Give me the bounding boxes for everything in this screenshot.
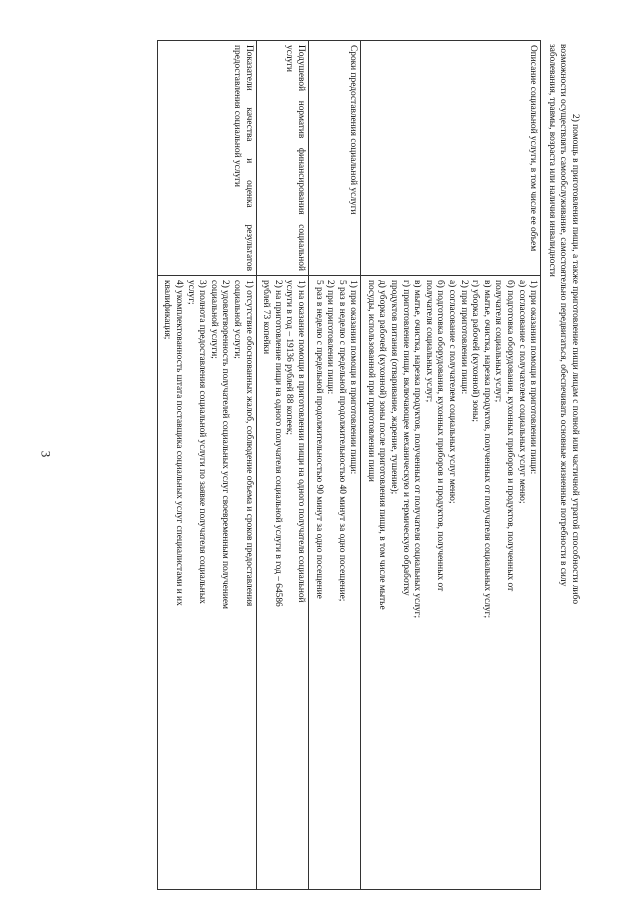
content-line: 2) удовлетворенность получателей социальных услуг своевременным получением: [220, 280, 231, 609]
table-row: [361, 41, 541, 890]
content-line: г) приготовление пищи, включающее механическую и термическую обработку: [400, 280, 411, 596]
content-line: 4) укомплектованность штата поставщика социальных услуг специалистами и их: [174, 280, 184, 606]
content-line: б) подготовка оборудования, кухонных приборов и продуктов, полученных от: [435, 280, 446, 592]
content-line: а) согласование с получателем социальных услуг меню;: [516, 280, 527, 504]
content-line: 2) при приготовлении пищи:: [325, 280, 336, 395]
intro-line: 2) помощь в приготовлении пищи, а также приготовление пищи лицам с полной или частичной утратой способности либо: [570, 114, 580, 605]
row-label: Показатели качества и оценка результатов предоставления социальной услуги: [157, 41, 256, 276]
content-line: услуг;: [185, 280, 196, 305]
row-content: [256, 276, 308, 890]
content-line: г) уборка рабочей (кухонной) зоны;: [470, 280, 481, 422]
content-line: в) мытье, очистка, нарезка продуктов, полученных от получателя социальных услуг;: [412, 280, 423, 619]
table-row: [157, 41, 256, 890]
table-row: [308, 41, 360, 890]
content-line: квалификация;: [162, 280, 173, 340]
service-table: [157, 40, 541, 890]
content-line: 2) при приготовлении пищи:: [458, 280, 469, 395]
content-line: б) подготовка оборудования, кухонных приборов и продуктов, полученных от: [505, 280, 516, 592]
content-line: 1) при оказании помощи в приготовлении пищи:: [348, 280, 359, 475]
content-line: продуктов питания (отваривание, жарение, тушение);: [389, 280, 400, 495]
intro-line: заболевания, травмы, возраста или наличия инвалидности: [546, 44, 557, 277]
row-label: Описание социальной услуги, в том числе ее объем: [361, 41, 541, 276]
content-line: социальной услуги;: [231, 280, 242, 359]
content-line: посуды, использованной при приготовлении пищи: [365, 280, 376, 482]
intro-paragraph: [545, 40, 580, 890]
content-line: 1) при оказании помощи в приготовлении пищи:: [528, 280, 539, 475]
content-line: получателя социальных услуг;: [423, 280, 434, 403]
content-line: 1) отсутствие обоснованных жалоб, соблюдение объема и сроков предоставления: [243, 280, 254, 607]
content-line: 1) на оказание помощи в приготовлении пищи на одного получателя социальной: [295, 280, 306, 603]
content-line: социальной услуги;: [208, 280, 219, 359]
content-line: 5 раз в неделю с предельной продолжительностью 90 минут за одно посещение: [313, 280, 324, 599]
page-number: 3: [38, 450, 54, 458]
row-content: [361, 276, 541, 890]
row-label: Сроки предоставления социальной услуги: [308, 41, 360, 276]
content-line: 3) полнота предоставления социальной услуги по заявке получателя социальных: [197, 280, 208, 604]
table-row: [256, 41, 308, 890]
intro-line: возможности осуществлять самообслуживание, самостоятельно передвигаться, обеспечивать основные жизненные потребности в силу: [558, 44, 569, 587]
row-content: [157, 276, 256, 890]
rotated-content: [40, 40, 580, 890]
content-line: а) согласование с получателем социальных услуг меню;: [447, 280, 458, 504]
content-line: получателя социальных услуг;: [493, 280, 504, 403]
content-line: рублей 73 копейки: [261, 280, 272, 355]
content-line: услуги в год – 19136 рублей 88 копеек;: [284, 280, 295, 435]
row-content: [308, 276, 360, 890]
content-line: в) мытье, очистка, нарезка продуктов, полученных от получателя социальных услуг;: [481, 280, 492, 619]
content-line: д) уборка рабочей (кухонной) зоны после приготовления пищи, в том числе мытье: [377, 280, 388, 610]
row-label: Подушевой норматив финансирования социальной услуги: [256, 41, 308, 276]
content-line: 5 раз в неделю с предельной продолжительностью 40 минут за одно посещение;: [336, 280, 347, 602]
content-line: 2) на приготовление пищи на одного получателя социальной услуги в год – 64586: [272, 280, 283, 607]
